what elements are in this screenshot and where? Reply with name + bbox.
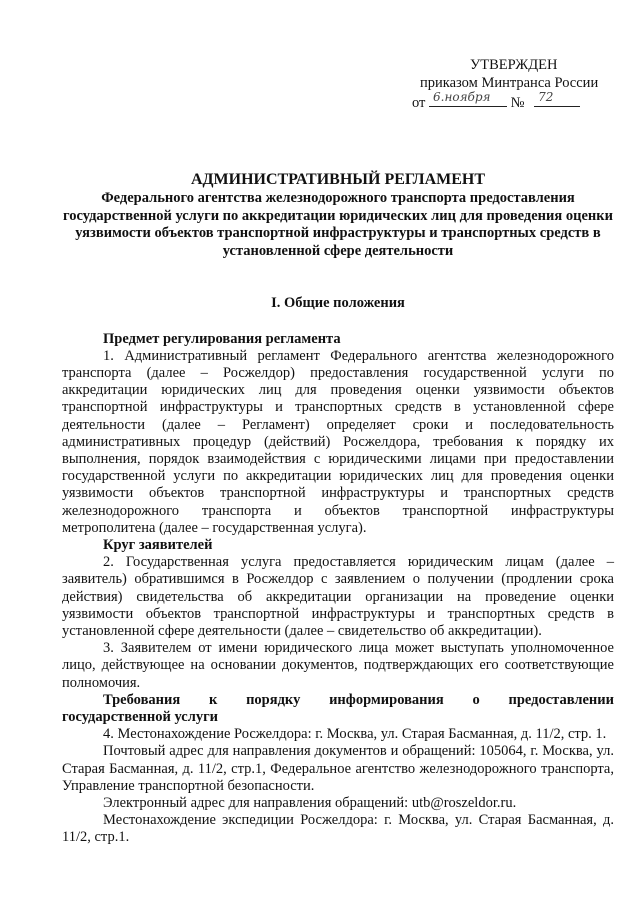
- subheading-subject: Предмет регулирования регламента: [103, 330, 341, 347]
- paragraph-3: 3. Заявителем от имени юридического лица может выступать уполномоченное лицо, действующее на основании документов, подтверждающих его соответствующие полномочия.: [62, 640, 614, 691]
- section-heading: I. Общие положения: [271, 295, 405, 312]
- subheading-requirements: Требования к порядку информирования о предоставлении: [103, 691, 614, 708]
- paragraph-7: Местонахождение экспедиции Росжелдора: г. Москва, ул. Старая Басманная, д. 11/2, стр.1.: [62, 812, 614, 846]
- order-label: приказом Минтранса России: [420, 75, 599, 91]
- approval-block: [400, 56, 620, 112]
- paragraph-1: 1. Административный регламент Федерального агентства железнодорожного транспорта (далее – Росжелдор) предоставления государственной услуги по аккредитации юридических лиц для проведения оценки уязвимости объектов транспортной инфраструктуры и транспортных средств в установленной сфере деятельности (далее – Регламент) определяет сроки и последовательность административных процедур (действий) Росжелдора, требования к порядку их выполнения, порядок взаимодействия с юридическими лицами при предоставлении государственной услуги по аккредитации юридических лиц для проведения оценки уязвимости объектов транспортной инфраструктуры и транспортных средств железнодорожного транспорта и объектов транспортной инфраструктуры метрополитена (далее – государственная услуга).: [62, 347, 614, 536]
- subheading-applicants: Круг заявителей: [103, 537, 213, 554]
- paragraph-2: 2. Государственная услуга предоставляется юридическим лицам (далее – заявитель) обратившимся в Росжелдор с заявлением о получении (продлении срока действия) свидетельства об аккредитации организации на проведение оценки уязвимости объектов транспортной инфраструктуры и транспортных средств в установленной сфере деятельности (далее – свидетельство об аккредитации).: [62, 554, 614, 640]
- from-label: от: [412, 95, 426, 111]
- subheading-requirements-cont: государственной услуги: [62, 709, 219, 726]
- handwritten-date: 6.ноября: [429, 92, 507, 107]
- number-sign: №: [510, 95, 525, 111]
- document-subtitle: Федерального агентства железнодорожного транспорта предоставления государственной услуги по аккредитации юридических лиц для проведения оценки уязвимости объектов транспортной инфраструктуры и транспортных средств в установленной сфере деятельности: [63, 190, 613, 259]
- document-title: АДМИНИСТРАТИВНЫЙ РЕГЛАМЕНТ: [190, 171, 486, 188]
- approved-label: УТВЕРЖДЕН: [470, 57, 558, 73]
- order-date-line: [400, 92, 620, 112]
- document-body: [62, 170, 614, 847]
- paragraph-4: 4. Местонахождение Росжелдора: г. Москва, ул. Старая Басманная, д. 11/2, стр. 1.: [103, 726, 607, 743]
- paragraph-5: Почтовый адрес для направления документов и обращений: 105064, г. Москва, ул. Старая Басманная, д. 11/2, стр.1, Федеральное агентство железнодорожного транспорта, Управление транспортной безопасности.: [62, 743, 614, 794]
- paragraph-6: Электронный адрес для направления обращений: utb@roszeldor.ru.: [103, 795, 517, 812]
- handwritten-number: 72: [534, 92, 580, 107]
